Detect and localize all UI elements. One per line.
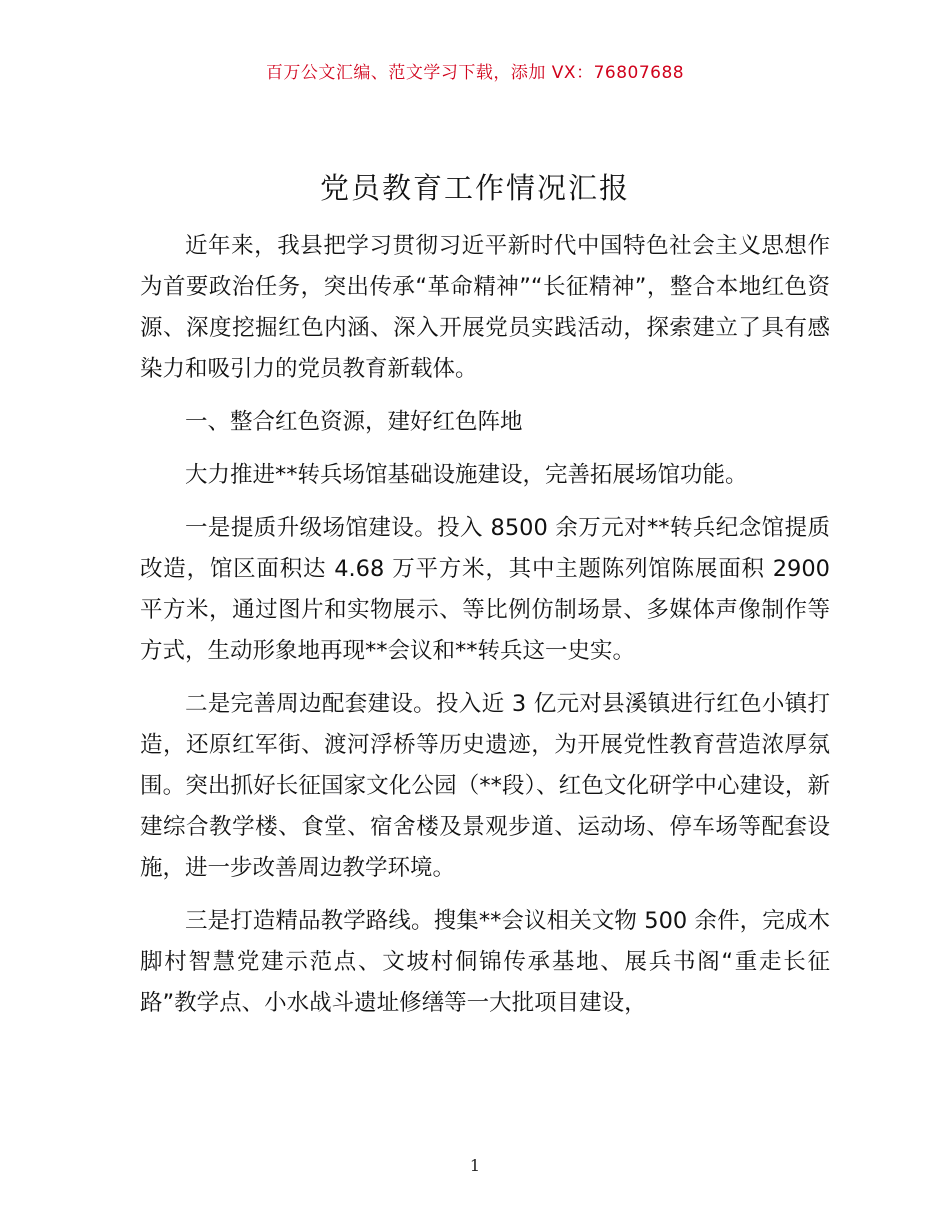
paragraph-point-1: 一是提质升级场馆建设。投入 8500 余万元对**转兵纪念馆提质改造，馆区面积达 4.68 万平方米，其中主题陈列馆陈展面积 2900 平方米，通过图片和实物展示、等比例仿制场景、多媒体声像制作等方式，生动形象地再现**会议和**转兵这一史实。	[140, 515, 830, 664]
paragraph-point-3: 三是打造精品教学路线。搜集**会议相关文物 500 余件，完成木脚村智慧党建示范点、文坡村侗锦传承基地、展兵书阁“重走长征路”教学点、小水战斗遗址修缮等一大批项目建设，	[140, 908, 830, 1016]
document-body	[140, 226, 830, 1036]
paragraph-point-2: 二是完善周边配套建设。投入近 3 亿元对县溪镇进行红色小镇打造，还原红军街、渡河浮桥等历史遗迹，为开展党性教育营造浓厚氛围。突出抓好长征国家文化公园（**段）、红色文化研学中心建设，新建综合教学楼、食堂、宿舍楼及景观步道、运动场、停车场等配套设施，进一步改善周边教学环境。	[140, 691, 830, 881]
document-title: 党员教育工作情况汇报	[319, 171, 630, 205]
page-number: 1	[469, 1156, 481, 1175]
section-heading-1: 一、整合红色资源，建好红色阵地	[185, 409, 523, 435]
paragraph-section-1-summary: 大力推进**转兵场馆基础设施建设，完善拓展场馆功能。	[185, 462, 748, 488]
header-banner: 百万公文汇编、范文学习下载，添加 VX：76807688	[265, 63, 685, 83]
paragraph-intro: 近年来，我县把学习贯彻习近平新时代中国特色社会主义思想作为首要政治任务，突出传承“革命精神”“长征精神”，整合本地红色资源、深度挖掘红色内涵、深入开展党员实践活动，探索建立了具有感染力和吸引力的党员教育新载体。	[140, 233, 830, 382]
